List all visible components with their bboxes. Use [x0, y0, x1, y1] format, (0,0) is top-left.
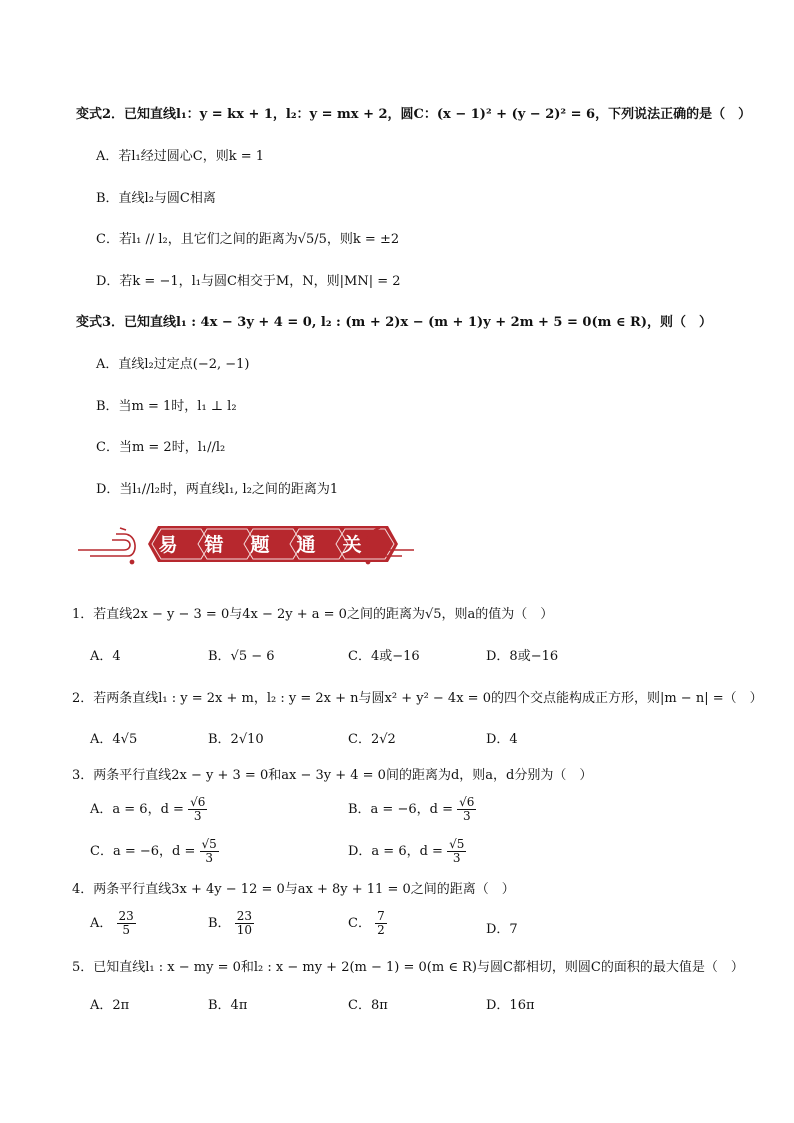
problem-3-option-d-fraction — [447, 838, 466, 865]
left-ornament — [78, 528, 135, 564]
problem-3-option-d — [348, 838, 466, 865]
problem-4-option-a-fraction — [117, 910, 136, 937]
problem-5-options — [90, 997, 610, 1015]
section-banner — [76, 520, 416, 568]
fraction-numerator: √6 — [459, 795, 475, 809]
problem-2-options — [90, 731, 610, 749]
variant2-option-a: A．若l₁经过圆心C，则k = 1 — [96, 149, 265, 164]
fraction-denominator: 2 — [377, 923, 385, 937]
problem-1-option-b: B．√5 − 6 — [208, 649, 275, 664]
fraction-numerator: √6 — [190, 795, 206, 809]
problem-5-option-c: C．8π — [348, 998, 388, 1013]
problem-1-option-a: A．4 — [90, 649, 121, 664]
problem-3-option-c-fraction — [200, 838, 219, 865]
problem-5-option-b: B．4π — [208, 998, 248, 1013]
variant3-stem: 变式3．已知直线l₁ : 4x − 3y + 4 = 0, l₂ : (m + 2)x − (m + 1)y + 2m + 5 = 0(m ∈ R)，则（ ） — [76, 315, 712, 330]
variant3-option-a: A．直线l₂过定点(−2, −1) — [96, 357, 250, 372]
fraction-denominator: 5 — [122, 923, 130, 937]
problem-5-stem: 5．已知直线l₁ : x − my = 0和l₂ : x − my + 2(m − 1) = 0(m ∈ R)与圆C都相切，则圆C的面积的最大值是（ ） — [72, 960, 744, 975]
variant3-option-c: C．当m = 2时，l₁//l₂ — [96, 440, 226, 455]
problem-2-option-d: D．4 — [486, 732, 518, 747]
problem-5-option-d: D．16π — [486, 998, 535, 1013]
banner-char-1: 易 — [158, 534, 178, 556]
problem-3-option-a-label: A．a = 6，d = — [90, 802, 184, 817]
problem-3-option-a — [90, 796, 207, 823]
banner-char-3: 题 — [250, 534, 270, 556]
problem-1-options — [90, 648, 610, 666]
problem-4-option-a-label: A． — [90, 916, 113, 931]
variant2-stem: 变式2．已知直线l₁：y = kx + 1，l₂：y = mx + 2，圆C：(x − 1)² + (y − 2)² = 6，下列说法正确的是（ ） — [76, 107, 752, 122]
problem-3-option-d-label: D．a = 6，d = — [348, 844, 443, 859]
variant2-option-d: D．若k = −1，l₁与圆C相交于M，N，则|MN| = 2 — [96, 274, 401, 289]
problem-4-option-d — [486, 918, 518, 937]
problem-2-option-c: C．2√2 — [348, 732, 396, 747]
problem-4-option-d-label: D．7 — [486, 922, 518, 937]
problem-3-option-b-fraction — [457, 796, 476, 823]
problem-1-option-d: D．8或−16 — [486, 649, 559, 664]
problem-1-stem: 1．若直线2x − y − 3 = 0与4x − 2y + a = 0之间的距离为√5，则a的值为（ ） — [72, 607, 554, 622]
fraction-denominator: 10 — [236, 923, 252, 937]
problem-4-option-b-label: B． — [208, 916, 231, 931]
problem-2-stem: 2．若两条直线l₁ : y = 2x + m，l₂ : y = 2x + n与圆x² + y² − 4x = 0的四个交点能构成正方形，则|m − n| =（ ） — [72, 691, 763, 706]
banner-char-5: 关 — [342, 534, 362, 556]
problem-4-option-b — [208, 910, 254, 937]
problem-5-option-a: A．2π — [90, 998, 130, 1013]
problem-2-option-a: A．4√5 — [90, 732, 138, 747]
problem-1-option-c: C．4或−16 — [348, 649, 420, 664]
banner-char-4: 通 — [296, 534, 316, 556]
fraction-numerator: 23 — [118, 909, 134, 923]
variant3-option-b: B．当m = 1时，l₁ ⊥ l₂ — [96, 399, 237, 414]
problem-4-option-b-fraction — [235, 910, 254, 937]
variant3-option-d: D．当l₁//l₂时，两直线l₁, l₂之间的距离为1 — [96, 482, 339, 497]
fraction-denominator: 3 — [462, 809, 471, 823]
fraction-numerator: 23 — [236, 909, 252, 923]
problem-4-option-c-label: C． — [348, 916, 371, 931]
fraction-denominator: 3 — [452, 851, 461, 865]
problem-3-option-c-label: C．a = −6，d = — [90, 844, 196, 859]
problem-3-stem: 3．两条平行直线2x − y + 3 = 0和ax − 3y + 4 = 0间的距离为d，则a，d分别为（ ） — [72, 768, 593, 783]
problem-3-option-c — [90, 838, 219, 865]
problem-2-option-b: B．2√10 — [208, 732, 264, 747]
problem-3-option-b-label: B．a = −6，d = — [348, 802, 453, 817]
fraction-numerator: √5 — [201, 837, 217, 851]
problem-3-option-a-fraction — [188, 796, 207, 823]
problem-4-option-a — [90, 910, 136, 937]
banner-graphic — [76, 520, 416, 568]
banner-char-2: 错 — [204, 534, 224, 556]
fraction-denominator: 3 — [205, 851, 213, 865]
problem-4-option-c — [348, 910, 387, 937]
problem-3-option-b — [348, 796, 476, 823]
variant2-option-b: B．直线l₂与圆C相离 — [96, 191, 216, 206]
fraction-numerator: √5 — [449, 837, 465, 851]
fraction-denominator: 3 — [193, 809, 202, 823]
fraction-numerator: 7 — [377, 909, 385, 923]
problem-4-option-c-fraction — [375, 910, 387, 937]
variant2-option-c: C．若l₁ // l₂，且它们之间的距离为√5/5，则k = ±2 — [96, 232, 400, 247]
problem-4-stem: 4．两条平行直线3x + 4y − 12 = 0与ax + 8y + 11 = 0之间的距离（ ） — [72, 882, 515, 897]
